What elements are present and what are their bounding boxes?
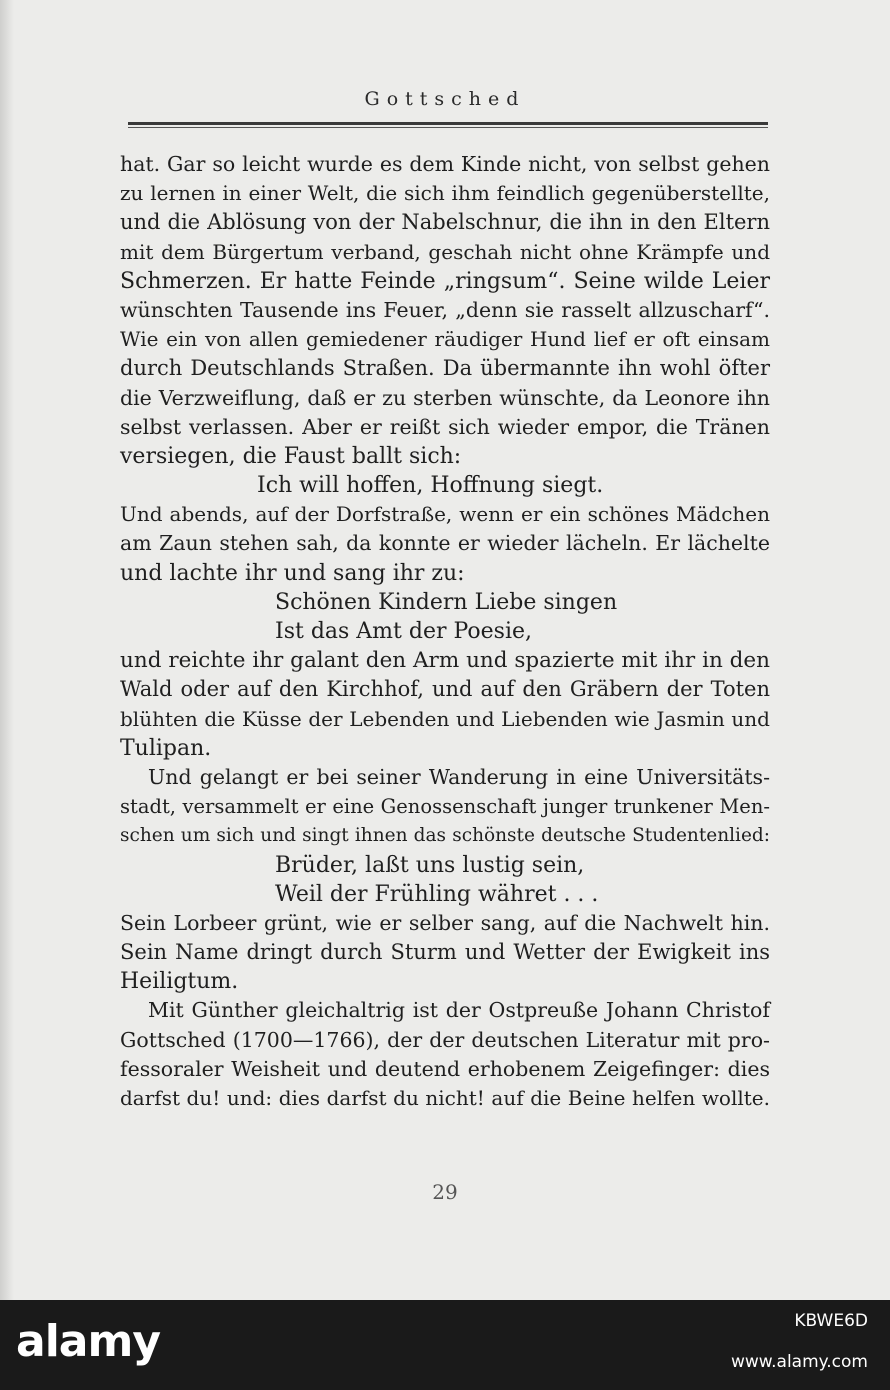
- text-line: mit dem Bürgertum verband, geschah nicht ohne Krämpfe und: [120, 239, 770, 264]
- text-line: blühten die Küsse der Lebenden und Liebenden wie Jasmin und: [120, 706, 770, 731]
- body-text: [120, 150, 770, 1113]
- text-line: und reichte ihr galant den Arm und spazierte mit ihr in den: [120, 648, 770, 674]
- text-line: schen um sich und singt ihnen das schönste deutsche Studentenlied:: [120, 825, 770, 847]
- text-line: Mit Günther gleichaltrig ist der Ostpreuße Johann Christof: [148, 998, 770, 1023]
- text-line: selbst verlassen. Aber er reißt sich wieder empor, die Tränen: [120, 414, 770, 439]
- image-id: KBWE6D: [794, 1311, 868, 1331]
- text-line: wünschten Tausende ins Feuer, „denn sie rasselt allzuscharf“.: [120, 297, 770, 322]
- verse-line: Weil der Frühling währet . . .: [275, 881, 599, 907]
- text-line: Schmerzen. Er hatte Feinde „ringsum“. Seine wilde Leier: [120, 268, 770, 294]
- verse-line: Ist das Amt der Poesie,: [275, 619, 533, 644]
- verse-line: Brüder, laßt uns lustig sein,: [275, 852, 585, 878]
- text-line: fessoraler Weisheit und deutend erhobenem Zeigefinger: dies: [120, 1056, 770, 1081]
- text-line: Wie ein von allen gemiedener räudiger Hund lief er oft einsam: [120, 327, 770, 352]
- page-number: 29: [432, 1180, 458, 1204]
- text-line: am Zaun stehen sah, da konnte er wieder lächeln. Er lächelte: [120, 531, 770, 556]
- text-line: zu lernen in einer Welt, die sich ihm feindlich gegenüberstellte,: [120, 181, 770, 206]
- text-line: und lachte ihr und sang ihr zu:: [120, 560, 465, 586]
- verse-line: Ich will hoffen, Hoffnung siegt.: [257, 473, 604, 499]
- header-rule: [128, 122, 768, 125]
- running-head: Gottsched: [364, 88, 526, 110]
- text-line: Sein Name dringt durch Sturm und Wetter der Ewigkeit ins: [120, 940, 770, 965]
- verse-line: Schönen Kindern Liebe singen: [275, 589, 618, 615]
- text-line: Gottsched (1700—1766), der der deutschen Literatur mit pro-: [120, 1027, 770, 1052]
- text-line: Wald oder auf den Kirchhof, und auf den Gräbern der Toten: [120, 677, 770, 702]
- text-line: hat. Gar so leicht wurde es dem Kinde nicht, von selbst gehen: [120, 152, 770, 176]
- text-line: darfst du! und: dies darfst du nicht! auf die Beine helfen wollte.: [120, 1086, 770, 1110]
- text-line: versiegen, die Faust ballt sich:: [120, 443, 462, 469]
- text-line: durch Deutschlands Straßen. Da übermannte ihn wohl öfter: [120, 356, 770, 381]
- text-line: die Verzweiflung, daß er zu sterben wünschte, da Leonore ihn: [120, 385, 770, 410]
- alamy-logo: alamy: [16, 1316, 160, 1367]
- text-line: Sein Lorbeer grünt, wie er selber sang, auf die Nachwelt hin.: [120, 910, 770, 935]
- text-line: Tulipan.: [120, 735, 212, 761]
- text-line: Und abends, auf der Dorfstraße, wenn er ein schönes Mädchen: [120, 502, 770, 527]
- watermark-url: www.alamy.com: [730, 1352, 868, 1372]
- text-line: Und gelangt er bei seiner Wanderung in eine Universitäts-: [148, 764, 770, 789]
- text-line: Heiligtum.: [120, 969, 239, 995]
- header-rule-thin: [128, 127, 768, 128]
- text-line: stadt, versammelt er eine Genossenschaft junger trunkener Men-: [120, 795, 770, 819]
- text-line: und die Ablösung von der Nabelschnur, die ihn in den Eltern: [120, 210, 770, 235]
